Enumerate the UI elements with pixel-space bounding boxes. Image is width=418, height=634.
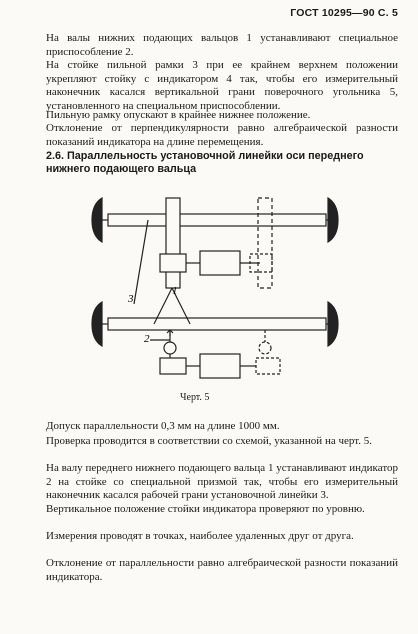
upper-indicator-clamp xyxy=(160,254,186,272)
dial-gauge-right xyxy=(259,342,271,354)
saw-frame-column xyxy=(166,198,180,288)
paragraph-5: Допуск параллельности 0,3 мм на длине 1000 мм. xyxy=(46,420,280,432)
paragraph-4: Отклонение от перпендикулярности равно алгебраической разности показаний индикатора на длине перемещения. xyxy=(46,122,398,148)
paragraph-1: На валы нижних подающих вальцов 1 устанавливают специальное приспособление 2. xyxy=(46,32,398,58)
paragraph-3: Пильную рамку опускают в крайнее нижнее положение. xyxy=(46,109,311,121)
paragraph-2: На стойке пильной рамки 3 при ее крайнем верхнем положении укрепляют стойку с индикатором 4 так, чтобы его измерительный наконечник касался вертикальной грани поверочного угольника 5, установленного на специальном приспособлении. xyxy=(46,59,398,112)
section-number: 2.6. xyxy=(46,150,65,162)
paragraph-10: Отклонение от параллельности равно алгебраической разности показаний индикатора. xyxy=(46,557,398,583)
technical-drawing xyxy=(90,190,350,390)
lower-indicator-clamp xyxy=(160,358,186,374)
lower-indicator-body xyxy=(200,354,240,378)
upper-shaft xyxy=(108,214,326,226)
lower-shaft-left-end xyxy=(92,302,102,346)
upper-indicator-body xyxy=(200,251,240,275)
lower-shaft xyxy=(108,318,326,330)
figure-label-2: 2 xyxy=(144,333,150,345)
dial-gauge-left xyxy=(164,342,176,354)
figure-caption: Черт. 5 xyxy=(180,392,210,403)
paragraph-6: Проверка проводится в соответствии со схемой, указанной на черт. 5. xyxy=(46,435,372,447)
saw-frame-column-dashed xyxy=(258,198,272,288)
paragraph-8: Вертикальное положение стойки индикатора проверяют по уровню. xyxy=(46,503,365,515)
section-heading xyxy=(46,150,398,177)
figure-label-1: 1 xyxy=(172,285,178,297)
figure-label-3: 3 xyxy=(128,293,134,305)
section-title: Параллельность установочной линейки оси переднего нижнего подающего вальца xyxy=(46,150,364,176)
upper-shaft-left-end xyxy=(92,198,102,242)
paragraph-9: Измерения проводят в точках, наиболее удаленных друг от друга. xyxy=(46,530,354,542)
paragraph-7: На валу переднего нижнего подающего вальца 1 устанавливают индикатор 2 на стойке со специальной призмой так, чтобы его измерительный наконечник касался рабочей грани установочной линейки 3. xyxy=(46,462,398,502)
page-header: ГОСТ 10295—90 С. 5 xyxy=(290,7,398,19)
